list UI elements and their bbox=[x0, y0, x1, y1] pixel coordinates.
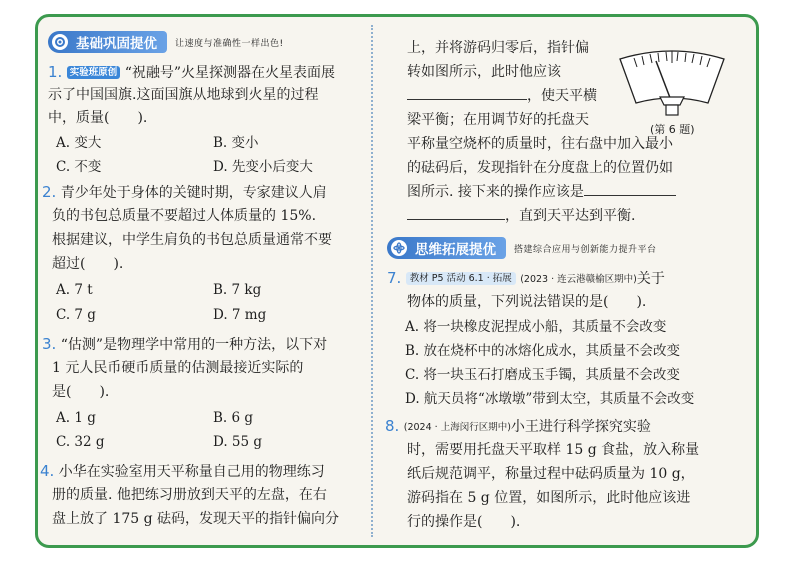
q1-line-1: 1. 实验班原创 “祝融号”火星探测器在火星表面展 bbox=[48, 63, 336, 81]
q2-option-d: D. 7 mg bbox=[213, 307, 267, 323]
q6-line-1: 上，并将游码归零后，指针偏 bbox=[407, 40, 589, 56]
q4-line-2: 册的质量. 他把练习册放到天平的左盘，在右 bbox=[52, 487, 327, 503]
q6-line-2: 转如图所示，此时他应该 bbox=[407, 64, 561, 80]
q7-option-a: A. 将一块橡皮泥捏成小船，其质量不会改变 bbox=[405, 319, 667, 335]
page-frame bbox=[35, 14, 759, 548]
q8-source: (2024 · 上海闵行区期中) bbox=[403, 422, 511, 433]
q6-line-6: 的砝码后，发现指针在分度盘上的位置仍如 bbox=[407, 160, 673, 176]
q6-figure-caption: (第 6 题) bbox=[650, 123, 695, 136]
right-banner-subtitle: 搭建综合应用与创新能力提升平台 bbox=[514, 244, 657, 255]
q3-line-3: 是( ). bbox=[52, 384, 110, 400]
q4-number: 4. bbox=[40, 462, 55, 480]
q2-option-c: C. 7 g bbox=[56, 307, 96, 323]
q3-option-c: C. 32 g bbox=[56, 434, 105, 450]
q8-line-3: 纸后规范调平，称量过程中砝码质量为 10 g， bbox=[407, 466, 695, 482]
q3-number: 3. bbox=[42, 335, 57, 353]
q4-line-1: 4. 小华在实验室用天平称量自己用的物理练习 bbox=[40, 462, 325, 480]
q8-line-4: 游码指在 5 g 位置，如图所示，此时他应该进 bbox=[407, 490, 691, 506]
q2-number: 2. bbox=[42, 183, 57, 201]
q3-line-2: 1 元人民币硬币质量的估测最接近实际的 bbox=[52, 360, 304, 376]
q7-line-1: 7. 教材 P5 活动 6.1 · 拓展 (2023 · 连云港赣榆区期中)关于 bbox=[387, 269, 665, 287]
q3-option-b: B. 6 g bbox=[213, 410, 254, 426]
q7-source: (2023 · 连云港赣榆区期中) bbox=[520, 274, 637, 285]
q1-tag: 实验班原创 bbox=[67, 66, 121, 79]
q3-option-d: D. 55 g bbox=[213, 434, 263, 450]
q6-answer-blank-1[interactable] bbox=[407, 99, 527, 100]
q2-option-a: A. 7 t bbox=[56, 282, 93, 298]
q1-option-d: D. 先变小后变大 bbox=[213, 159, 313, 175]
q7-number: 7. bbox=[387, 269, 402, 287]
q6-answer-blank-2-start[interactable] bbox=[584, 195, 676, 196]
q1-line-2: 示了中国国旗.这面国旗从地球到火星的过程 bbox=[48, 87, 319, 103]
right-banner-title: 思维拓展提优 bbox=[415, 242, 496, 258]
q6-line-3: ，使天平横 bbox=[407, 85, 597, 108]
q3-line-1: 3. “估测”是物理学中常用的一种方法，以下对 bbox=[42, 335, 328, 353]
q6-line-8: ，直到天平达到平衡. bbox=[407, 205, 635, 228]
q2-line-4: 超过( ). bbox=[52, 256, 124, 272]
q7-option-d: D. 航天员将“冰墩墩”带到太空，其质量不会改变 bbox=[405, 391, 695, 407]
q4-line-3: 盘上放了 175 g 砝码，发现天平的指针偏向分 bbox=[52, 511, 340, 527]
q1-option-b: B. 变小 bbox=[213, 135, 259, 151]
q8-line-5: 行的操作是( ). bbox=[407, 514, 521, 530]
q1-option-a: A. 变大 bbox=[56, 135, 102, 151]
q6-balance-scale-figure bbox=[612, 41, 732, 141]
q8-line-1: 8. (2024 · 上海闵行区期中)小王进行科学探究实验 bbox=[385, 417, 651, 435]
left-section-banner bbox=[48, 31, 284, 53]
q6-line-5: 平称量空烧杯的质量时，往右盘中加入最小 bbox=[407, 136, 673, 152]
q2-line-1: 2. 青少年处于身体的关键时期，专家建议人肩 bbox=[42, 183, 327, 201]
q2-option-b: B. 7 kg bbox=[213, 282, 262, 298]
right-section-banner bbox=[387, 237, 657, 259]
q1-line-3: 中，质量( ). bbox=[48, 110, 148, 126]
section-atom-icon bbox=[391, 240, 407, 256]
q6-answer-blank-2-end[interactable] bbox=[407, 219, 505, 220]
q2-line-2: 负的书包总质量不要超过人体质量的 15%. bbox=[52, 208, 317, 224]
q1-option-c: C. 不变 bbox=[56, 159, 102, 175]
q8-number: 8. bbox=[385, 417, 400, 435]
q8-line-2: 时，需要用托盘天平取样 15 g 食盐，放入称量 bbox=[407, 442, 700, 458]
column-divider bbox=[371, 25, 373, 537]
left-column bbox=[38, 17, 368, 545]
q3-option-a: A. 1 g bbox=[56, 410, 96, 426]
q7-line-2: 物体的质量，下列说法错误的是( ). bbox=[407, 294, 647, 310]
section-gear-icon bbox=[52, 34, 68, 50]
q1-number: 1. bbox=[48, 63, 63, 81]
left-banner-title: 基础巩固提优 bbox=[76, 36, 157, 52]
q7-option-b: B. 放在烧杯中的冰熔化成水，其质量不会改变 bbox=[405, 343, 681, 359]
q7-tag: 教材 P5 活动 6.1 · 拓展 bbox=[406, 272, 516, 285]
left-banner-subtitle: 让速度与准确性一样出色! bbox=[175, 38, 284, 49]
q7-option-c: C. 将一块玉石打磨成玉手镯，其质量不会改变 bbox=[405, 367, 680, 383]
q2-line-3: 根据建议，中学生肩负的书包总质量通常不要 bbox=[52, 232, 332, 248]
q6-line-4: 梁平衡；在用调节好的托盘天 bbox=[407, 112, 589, 128]
q6-line-7: 图所示. 接下来的操作应该是 bbox=[407, 181, 676, 204]
